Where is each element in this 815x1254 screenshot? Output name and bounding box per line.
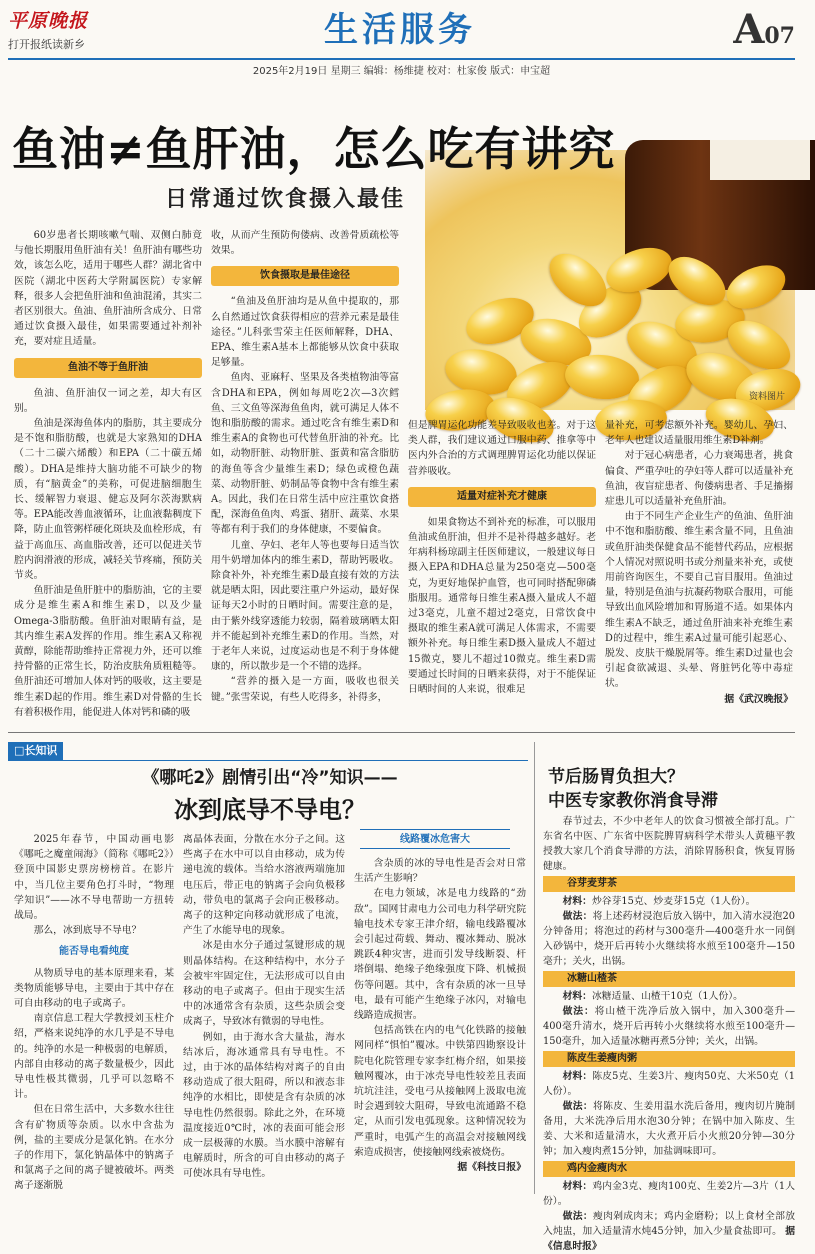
- paragraph: 由于不同生产企业生产的鱼油、鱼肝油中不饱和脂肪酸、维生素含量不同，且鱼油或鱼肝油类保健食品不能替代药品，应根据个人情况对照说明书或分剂量来补充，或使用前咨询医生，不要自己盲目服用。鱼油过量，特别是鱼油与抗凝药物联合服用，可能导致出血风险增加和胃肠道不适。如果体内维生素A不缺乏，通过鱼肝油来补充维生素D的过程中，维生素A过量可能引起恶心、脱发、皮肤干燥脱屑等。维生素D过量也会引起食欲减退、头晕、肾脏钙化等中毒症状。: [605, 511, 793, 690]
- paragraph: 但是脾胃运化功能差导致吸收也差。对于这类人群，我们建议通过口服中药、推拿等中医内外合治的方式调理脾胃运化功能以保证营养吸收。: [408, 420, 596, 477]
- method-label: 做法：: [562, 1211, 593, 1222]
- subheading: 能否导电看纯度: [59, 946, 129, 958]
- subheading-tag: 饮食摄取是最佳途径: [211, 266, 399, 286]
- materials-label: 材料：: [562, 991, 592, 1002]
- paragraph: 在电力领域，冰是电力线路的“劲敌”。国网甘肃电力公司电力科学研究院输电技术专家王津介绍，输电线路覆冰会引起过荷载、舞动、覆冰舞动、脱冰跳跃4种灾害，进而引发导线断裂、杆塔倒塌、绝缘子绝缘强度下降、机械损伤等问题。其中，含有杂质的冰一旦导电，最有可能产生绝缘子冰闪，对输电线路造成损害。: [354, 888, 526, 1022]
- paragraph: 例如，由于海水含大量盐，海水结冰后，海冰通常具有导电性。不过，由于冰的晶体结构对离子的自由移动造成了很大阻碍，所以和液态非纯净的水相比，即使是含有杂质的冰导电性仍然很弱。除此之外，在环境温度接近0℃时，冰的表面可能会形成一层极薄的水膜。当水膜中溶解有电解质时，所含的可自由移动的离子可使冰具有导电性。: [183, 1031, 345, 1180]
- page-digits: 07: [764, 23, 795, 49]
- recipe-title: 谷芽麦芽茶: [543, 876, 795, 892]
- paragraph: 儿童、孕妇、老年人等也要每日适当饮用牛奶增加体内的维生素D，帮助钙吸收。除食补外，补充维生素D最直接有效的方法就是晒太阳，因此要注重户外运动，最好保证每天2小时的日晒时间。需要注意的是，由于紫外线穿透能力较弱，隔着玻璃晒太阳并不能起到补充维生素D的作用。当然，对于老年人来说，过度运动也是不利于身体健康的，所以散步是一个不错的选择。: [211, 539, 399, 673]
- section-divider: [8, 732, 795, 733]
- recipe-method: [543, 1099, 795, 1159]
- paragraph: 离晶体表面，分散在水分子之间。这些离子在水中可以自由移动，成为传递电流的载体。当给水溶液两端施加电压后，带正电的钠离子会向负极移动，带负电的氯离子会向正极移动。离子的这种定向移动就形成了电流，产生了水能导电的现象。: [183, 834, 345, 937]
- recipe-method: [543, 1004, 795, 1049]
- paragraph: 2025年春节，中国动画电影《哪吒之魔童闹海》（简称《哪吒2》）登顶中国影史票房榜榜首。在影片中，当几位主要角色打斗时，“物理学知识”——冰不导电帮助一方扭转战局。: [14, 834, 174, 922]
- label-icon: □: [14, 744, 25, 757]
- logo-text: 平原晚报: [8, 10, 89, 32]
- fish-oil-capsules-photo: [425, 150, 795, 410]
- newspaper-logo: [8, 6, 118, 50]
- page-number: [733, 6, 795, 53]
- knowledge-column-1: [14, 832, 174, 1196]
- recipe-materials: [543, 1179, 795, 1209]
- recipe-materials: [543, 1069, 795, 1099]
- recipe-materials: [543, 989, 795, 1004]
- source-credit: 据《科技日报》: [457, 1162, 526, 1174]
- article-column-1: [14, 228, 202, 726]
- recipe-method: [543, 909, 795, 969]
- article-subhead: 日常通过饮食摄入最佳: [165, 187, 406, 212]
- recipes-intro: 春节过去，不少中老年人的饮食习惯被全部打乱。广东省名中医、广东省中医院脾胃病科学术带头人黄穗平教授教大家几个消食导滞的方法，消除胃肠积食，恢复胃肠健康。: [543, 816, 795, 872]
- source-credit: 据《武汉晚报》: [724, 693, 793, 705]
- recipe-title: 鸡内金瘦肉水: [543, 1161, 795, 1177]
- paragraph: 鱼肉、亚麻籽、坚果及各类植物油等富含DHA和EPA，例如每周吃2次—3次鳕鱼、三文鱼等深海鱼鱼肉，就可满足人体不饱和脂肪酸的需求。通过吃含有维生素D和维生素A的食物也可代替鱼肝油的补充。比如，动物肝脏、动物肝脏、蛋黄和富含脂肪的海鱼等含少量维生素D；绿色或橙色蔬菜、动物肝脏、奶制品等食物中含有维生素A。因此，我们在日常生活中应注重饮食搭配，深海鱼鱼肉、鸡蛋、猪肝、蔬菜、水果等都有利于我们的身体健康，不要偏食。: [211, 372, 399, 536]
- column-label: [8, 742, 63, 760]
- paragraph: 南京信息工程大学教授刘玉柱介绍，严格来说纯净的水几乎是不导电的。纯净的水是一种极弱的电解质，内部自由移动的离子数量极少，因此导电性极其微弱，几乎可以忽略不计。: [14, 1013, 174, 1101]
- materials-text: 鸡内金3克、瘦肉100克、生姜2片—3片（1人份）。: [543, 1181, 795, 1207]
- paragraph: 对于冠心病患者，心力衰竭患者，挑食偏食、严重孕吐的孕妇等人群可以适量补充鱼油，夜盲症患者、佝偻病患者、手足搐搦症患儿可以适量补充鱼肝油。: [605, 450, 793, 508]
- article-column-3: [408, 418, 596, 726]
- recipes-headline-2: 中医专家教你消食导滞: [548, 791, 718, 811]
- paragraph: “鱼油及鱼肝油均是从鱼中提取的，那么自然通过饮食获得相应的营养元素是最佳途径。”儿科张雪荣主任医师解释，DHA、EPA、维生素A基本上都能够从饮食中获取足够量。: [211, 296, 399, 369]
- knowledge-headline-2: 冰到底导不导电？: [174, 796, 366, 824]
- method-text: 将山楂干洗净后放入锅中，加入300毫升—400毫升清水，烧开后再转小火继续将水煎至100毫升—150毫升，加入适量冰糖再煮5分钟；关火，出锅。: [543, 1006, 796, 1047]
- source-credit: 据《信息时报》: [543, 1226, 795, 1252]
- method-label: 做法：: [562, 911, 593, 922]
- paragraph: 冰是由水分子通过氢键形成的规则晶体结构。在这种结构中，水分子会被牢牢固定住，无法形成可以自由移动的电子或离子。但由于现实生活中的冰通常含有杂质，这些杂质会变成离子，导致冰有微弱的导电性。: [183, 940, 345, 1028]
- paragraph: 包括高铁在内的电气化铁路的接触网同样“惧怕”覆冰。中铁第四勘察设计院电化院管理专家李红梅介绍，如果接触网覆冰，由于冰壳导电性较差且表面坑坑洼洼，受电弓从接触网上汲取电流时会遇到较大阻碍，导致电流通路不稳定，从而引发电弧现象。这种情况较为严重时，电弧产生的高温会对接触网线索造成损害，使接触网线索被烧伤。: [354, 1025, 526, 1158]
- article-column-4: [605, 418, 793, 726]
- method-label: 做法：: [562, 1101, 593, 1112]
- paragraph: 但在日常生活中，大多数水往往含有矿物质等杂质。以水中含盐为例，盐的主要成分是氯化钠。在水分子的作用下，氯化钠晶体中的钠离子和氯离子之间的离子键被破坏。两类离子逐渐脱: [14, 1104, 174, 1192]
- paragraph: 那么，冰到底导不导电？: [33, 925, 142, 937]
- label-text: 长知识: [24, 744, 58, 757]
- photo-credit: 资料图片: [748, 392, 785, 402]
- column-label-rule: [8, 760, 528, 761]
- background-shape: [710, 140, 810, 180]
- subheading-tag: 适量对症补充才健康: [408, 487, 596, 507]
- paragraph: 如果食物达不到补充的标准，可以服用鱼油或鱼肝油，但并不是补得越多越好。老年病科杨琼副主任医师建议，一般建议每日摄入EPA和DHA总量为250毫克—500毫克，为更好地保护血管，也可同时搭配卵磷脂服用。通常每日维生素A摄入量成人不超过3毫克，儿童不超过2毫克，日常饮食中摄取的维生素A就可满足人体需求，不需要额外补充。每日维生素D摄入量成人不超过15微克，婴儿不超过10微克。维生素D需要通过长时间的日晒来获得，对于不能保证日晒时间的人来说，很难足: [408, 516, 596, 696]
- knowledge-column-3: [354, 856, 526, 1196]
- knowledge-headline-1: 《哪吒2》剧情引出“冷”知识——: [142, 768, 398, 788]
- section-title: 生活服务: [324, 10, 476, 50]
- issue-info: 2025年2月19日 星期三 编辑：杨维捷 校对：杜家俊 版式：申宝超: [252, 66, 551, 77]
- subheading-tag: 鱼油不等于鱼肝油: [14, 358, 202, 378]
- knowledge-column-2: [183, 832, 345, 1196]
- materials-text: 冰糖适量、山楂干10克（1人份）。: [591, 991, 743, 1002]
- method-label: 做法：: [562, 1006, 595, 1017]
- materials-label: 材料：: [562, 1181, 593, 1192]
- method-text: 将上述药材浸泡后放入锅中，加入清水浸泡20分钟备用；将泡过的药材与300毫升—400毫升水一同倒入砂锅中，烧开后再转小火继续将水煎至100毫升—150毫升；关火，出锅。: [543, 911, 796, 967]
- recipe-title: 陈皮生姜瘦肉粥: [543, 1051, 795, 1067]
- page-letter: A: [733, 6, 765, 53]
- paragraph: 鱼肝油是鱼肝脏中的脂肪油，它的主要成分是维生素A和维生素D，以及少量Omega-3脂肪酸。鱼肝油对眼睛有益，是其内维生素A发挥的作用。维生素A又称视黄醇，除能帮助维持正常视力外，还可以维持骨骼的正常生长，防治皮肤角质粗糙等。鱼肝油还可增加人体对钙的吸收，这主要是维生素D起的作用。维生素D对骨骼的生长有着积极作用，能促进人体对钙和磷的吸: [14, 585, 202, 718]
- article-headline: 鱼油≠鱼肝油，怎么吃有讲究: [12, 122, 616, 176]
- subheading-tag: 线路覆冰危害大: [360, 829, 510, 849]
- logo-slogan: 打开报纸读新乡: [8, 38, 85, 51]
- materials-label: 材料：: [562, 896, 592, 907]
- masthead: [0, 0, 803, 78]
- recipe-title: 冰糖山楂茶: [543, 971, 795, 987]
- materials-label: 材料：: [562, 1071, 593, 1082]
- paragraph: 量补充，可考虑额外补充。婴幼儿、孕妇、老年人也建议适量服用维生素D补剂。: [605, 420, 793, 447]
- article-column-2: [211, 228, 399, 726]
- paragraph: 含杂质的冰的导电性是否会对日常生活产生影响？: [354, 858, 526, 885]
- materials-text: 炒谷芽15克、炒麦芽15克（1人份）。: [591, 896, 756, 907]
- method-text: 瘦肉剁成肉末；鸡内金磨粉；以上食材全部放入炖盅，加入适量清水炖45分钟，加入少量食盐即可。: [543, 1211, 796, 1237]
- column-divider: [534, 742, 535, 1194]
- recipe-method: [543, 1209, 795, 1254]
- paragraph: 鱼油、鱼肝油仅一词之差，却大有区别。: [14, 387, 202, 414]
- method-text: 将陈皮、生姜用温水洗后备用，瘦肉切片腌制备用，大米洗净后用水泡30分钟；在锅中加入陈皮、生姜、大米和适量清水，大火煮开后小火煎20分钟—30分钟；加入瘦肉煮15分钟，加盐调味即可。: [543, 1101, 796, 1157]
- materials-text: 陈皮5克、生姜3片、瘦肉50克、大米50克（1人份）。: [543, 1071, 795, 1097]
- article-lead: 60岁患者长期咳嗽气喘、双侧白肺竟与他长期服用鱼肝油有关！鱼肝油有哪些功效，该怎么吃，适用于哪些人群？湖北省中医院（湖北中医药大学附属医院）专家解释，很多人会把鱼肝油和鱼油混淆，其实二者区别很大。鱼油、鱼肝油所含成分、日常通过饮食摄入最佳，如果需要通过补剂补充，要对症且适量。: [14, 230, 202, 348]
- recipes-headline-1: 节后肠胃负担大？: [548, 767, 684, 787]
- masthead-rule: [8, 58, 795, 60]
- paragraph: “营养的摄入是一方面，吸收也很关键。”张雪荣说，有些人吃得多，补得多，: [211, 676, 399, 703]
- recipe-materials: [543, 894, 795, 909]
- paragraph: 鱼油是深海鱼体内的脂肪，其主要成分是不饱和脂肪酸，也就是大家熟知的DHA（二十二碳六烯酸）和EPA（二十碳五烯酸）。DHA是维持大脑功能不可缺少的物质，有“脑黄金”的美称，可促进脑细胞生长、缓解智力衰退、健忘及阿尔茨海默病等。EPA能改善血液循环，让血液黏稠度下降，防止血管粥样硬化斑块及血栓形成，有益于高血压、高血脂改善，还可以促进关节腔内润滑液的形成，减轻关节疼痛，预防关节炎。: [14, 418, 202, 582]
- paragraph: 收，从而产生预防佝偻病、改善骨质疏松等效果。: [211, 230, 399, 257]
- recipes-body: [543, 814, 796, 1252]
- paragraph: 从物质导电的基本原理来看，某类物质能够导电，主要由于其中存在可自由移动的电子或离子。: [14, 967, 174, 1010]
